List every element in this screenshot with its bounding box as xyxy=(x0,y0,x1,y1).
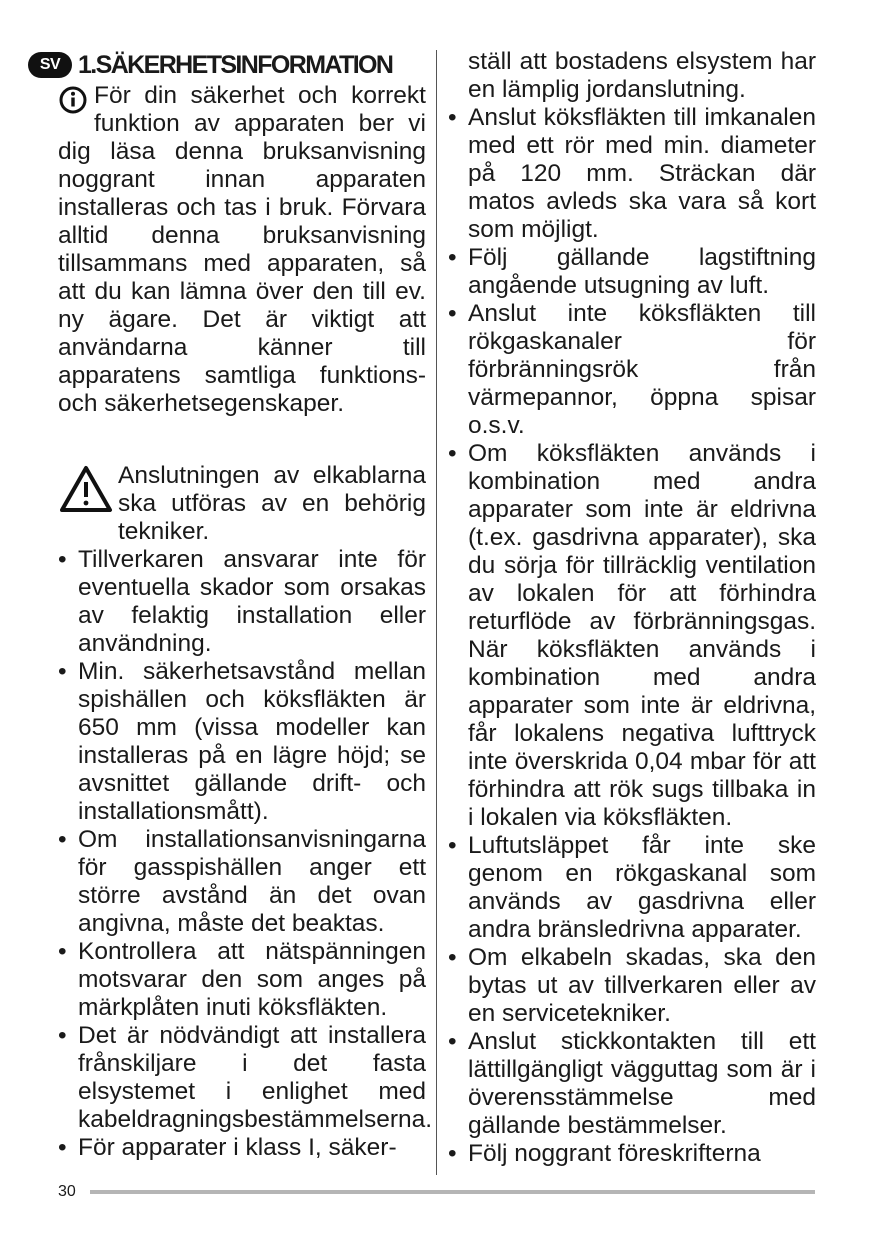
intro-block xyxy=(58,82,426,418)
warning-block xyxy=(58,462,426,546)
page-footer xyxy=(58,1180,815,1204)
page-number: 30 xyxy=(58,1183,76,1200)
list-item: • Anslut köksfläkten till imkanalen med ett rör med min. diameter på 120 mm. Sträckan där matos avleds ska vara så kort som möjligt. xyxy=(448,104,816,244)
section-title: 1.SÄKERHETSINFORMATION xyxy=(78,51,393,79)
list-item: • Följ noggrant föreskrifterna xyxy=(448,1140,816,1168)
left-column xyxy=(39,48,433,1162)
left-bullet-list xyxy=(58,546,433,1162)
list-item: • Följ gällande lagstiftning angående utsugning av luft. xyxy=(448,244,816,300)
list-item: • För apparater i klass I, säker- xyxy=(58,1134,426,1162)
warning-icon xyxy=(58,462,114,520)
list-item: • Luftutsläppet får inte ske genom en rökgaskanal som används av gasdrivna eller andra bränsledrivna apparater. xyxy=(448,832,816,944)
list-item: • Kontrollera att nätspänningen motsvarar den som anges på märkplåten inuti köksfläkten. xyxy=(58,938,426,1022)
list-item: • Tillverkaren ansvarar inte för eventuella skador som orsakas av felaktig installation eller användning. xyxy=(58,546,426,658)
language-badge: SV xyxy=(28,52,72,78)
warning-text: Anslutningen av elkablarna ska utföras av en behörig tekniker. xyxy=(118,462,426,545)
intro-paragraph: För din säkerhet och korrekt funktion av apparaten ber vi dig läsa denna bruksanvisning noggrant innan apparaten installeras och tas i bruk. Förvara alltid denna bruksanvisning tillsammans med apparaten, så att du kan lämna över den till ev. ny ägare. Det är viktigt att användarna känner till apparatens samtliga funktions- och säkerhetsegenskaper. xyxy=(58,82,426,417)
list-item: • Min. säkerhetsavstånd mellan spishällen och köksfläkten är 650 mm (vissa modeller kan installeras på en lägre höjd; se avsnittet gällande drift- och installationsmått). xyxy=(58,658,426,826)
column-divider xyxy=(436,50,437,1175)
info-icon xyxy=(58,84,90,124)
footer-rule xyxy=(90,1190,815,1194)
list-item: • Om köksfläkten används i kombination med andra apparater som inte är eldrivna (t.ex. gasdrivna apparater), ska du sörja för tillräcklig ventilation av lokalen för att förhindra returflöde av förbränningsgas. När köksfläkten används i kombination med andra apparater som inte är eldrivna, får lokalens negativa lufttryck inte överskrida 0,04 mbar för att förhindra att rök sugs tillbaka in i lokalen via köksfläkten. xyxy=(448,440,816,832)
section-header xyxy=(28,48,426,82)
right-bullet-list xyxy=(448,104,816,1168)
list-item: • Anslut inte köksfläkten till rökgaskanaler för förbränningsrök från värmepannor, öppna spisar o.s.v. xyxy=(448,300,816,440)
list-item: • Det är nödvändigt att installera frånskiljare i det fasta elsystemet i enlighet med kabeldragningsbestämmelserna. xyxy=(58,1022,426,1134)
list-item: • Anslut stickkontakten till ett lättillgängligt vägguttag som är i överensstämmelse med gällande bestämmelser. xyxy=(448,1028,816,1140)
right-column xyxy=(448,48,816,1168)
list-item: • Om installationsanvisningarna för gasspishällen anger ett större avstånd än det ovan angivna, måste det beaktas. xyxy=(58,826,426,938)
list-item: • Om elkabeln skadas, ska den bytas ut av tillverkaren eller av en servicetekniker. xyxy=(448,944,816,1028)
continued-text: ställ att bostadens elsystem har en lämplig jordanslutning. xyxy=(468,48,816,103)
